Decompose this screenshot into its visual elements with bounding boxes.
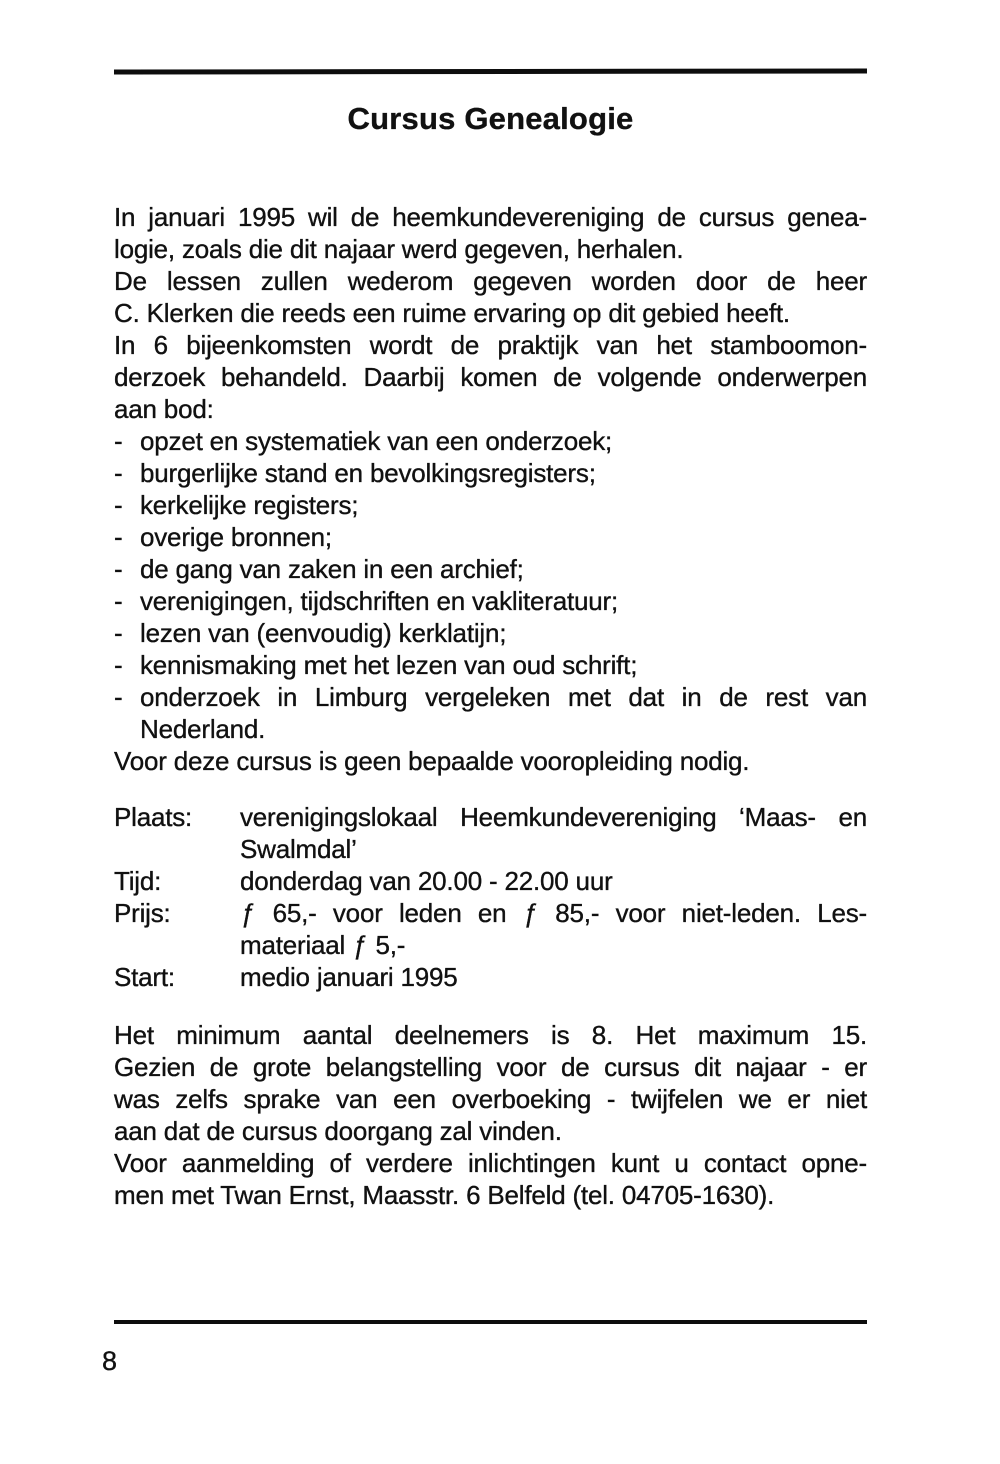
text-line: men met Twan Ernst, Maasstr. 6 Belfeld (tel. 04705-1630). [114,1180,775,1210]
list-bullet: - [114,682,123,712]
detail-row [114,801,867,865]
paragraph-teacher [114,265,867,329]
topic-text [140,489,867,521]
text-line: De lessen zullen wederom gegeven worden door de heer [114,266,867,296]
text-line: aan dat de cursus doorgang zal vinden. [114,1116,562,1146]
list-bullet: - [114,554,123,584]
text-line: kennismaking met het lezen van oud schrift; [140,650,638,680]
detail-row [114,897,867,961]
topic-list-item [114,489,867,521]
text-line: overige bronnen; [140,522,332,552]
detail-label: Start: [114,962,175,992]
body-text [114,201,867,1211]
detail-label: Prijs: [114,898,171,928]
text-line: Voor aanmelding of verdere inlichtingen kunt u contact opne- [114,1148,867,1178]
paragraph-prerequisite [114,745,867,777]
list-bullet: - [114,426,123,456]
text-line: logie, zoals die dit najaar werd gegeven, herhalen. [114,234,684,264]
text-line: ƒ 65,- voor leden en ƒ 85,- voor niet-leden. Les- [240,898,867,928]
text-line: Voor deze cursus is geen bepaalde vooropleiding nodig. [114,746,750,776]
course-details [114,801,867,993]
list-bullet: - [114,522,123,552]
topic-text [140,681,867,745]
paragraph-meetings [114,329,867,425]
topic-list-item [114,585,867,617]
topic-list-item [114,457,867,489]
topic-list-item [114,553,867,585]
text-line: materiaal ƒ 5,- [240,930,406,960]
detail-row [114,865,867,897]
topic-list [114,425,867,745]
text-line: lezen van (eenvoudig) kerklatijn; [140,618,507,648]
topic-list-item [114,681,867,745]
topic-list-item [114,617,867,649]
topic-list-item [114,649,867,681]
text-line: Nederland. [140,714,266,744]
bottom-divider [114,1320,867,1324]
paragraph-contact [114,1147,867,1211]
page-number: 8 [102,1346,118,1376]
topic-text [140,457,867,489]
text-line: Gezien de grote belangstelling voor de cursus dit najaar - er [114,1052,867,1082]
text-line: onderzoek in Limburg vergeleken met dat in de rest van [140,682,867,712]
text-line: medio januari 1995 [240,962,458,992]
topic-text [140,425,867,457]
text-line: derzoek behandeld. Daarbij komen de volgende onderwerpen [114,362,867,392]
guilder-sign: ƒ [522,898,537,928]
text-line: In januari 1995 wil de heemkundevereniging de cursus genea- [114,202,867,232]
detail-value [240,961,867,993]
text-line: kerkelijke registers; [140,490,359,520]
detail-value [240,801,867,865]
text-line: C. Klerken die reeds een ruime ervaring op dit gebied heeft. [114,298,790,328]
list-bullet: - [114,650,123,680]
list-bullet: - [114,458,123,488]
list-bullet: - [114,586,123,616]
topic-text [140,521,867,553]
paragraph-intro [114,201,867,265]
text-line: opzet en systematiek van een onderzoek; [140,426,613,456]
detail-label: Plaats: [114,802,193,832]
topic-list-item [114,521,867,553]
text-line: Het minimum aantal deelnemers is 8. Het maximum 15. [114,1020,867,1050]
detail-label: Tijd: [114,866,162,896]
guilder-sign: ƒ [240,898,255,928]
text-line: verenigingen, tijdschriften en vakliteratuur; [140,586,619,616]
topic-text [140,617,867,649]
text-line: de gang van zaken in een archief; [140,554,524,584]
list-bullet: - [114,490,123,520]
top-divider [114,68,867,74]
detail-value [240,865,867,897]
text-line: burgerlijke stand en bevolkingsregisters; [140,458,596,488]
text-line: verenigingslokaal Heemkundevereniging ‘Maas- en [240,802,867,832]
topic-text [140,553,867,585]
topic-list-item [114,425,867,457]
text-line: aan bod: [114,394,214,424]
topic-text [140,649,867,681]
paragraph-capacity [114,1019,867,1147]
detail-value [240,897,867,961]
text-line: In 6 bijeenkomsten wordt de praktijk van het stamboomon- [114,330,867,360]
list-bullet: - [114,618,123,648]
text-line: donderdag van 20.00 - 22.00 uur [240,866,613,896]
topic-text [140,585,867,617]
guilder-sign: ƒ [352,930,367,960]
detail-row [114,961,867,993]
page-title: Cursus Genealogie [347,101,634,136]
text-line: Swalmdal’ [240,834,357,864]
text-line: was zelfs sprake van een overboeking - twijfelen we er niet [114,1084,867,1114]
